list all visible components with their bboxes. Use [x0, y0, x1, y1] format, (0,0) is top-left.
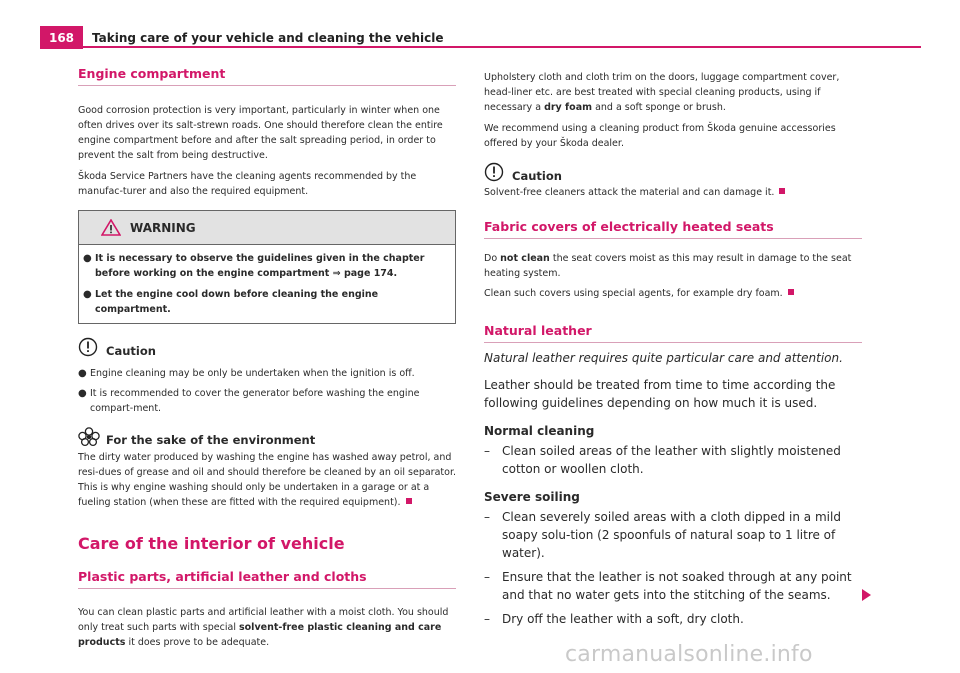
- header-rule: [83, 46, 921, 48]
- caution-icon: [78, 337, 98, 357]
- warning-triangle-icon: [101, 219, 121, 236]
- bullet-icon: ●: [78, 368, 87, 379]
- end-of-section-icon: [779, 188, 785, 194]
- engine-paragraph-1: Good corrosion protection is very important, particularly in winter when one often drives over its salt-strewn roads. One should therefore clean the entire engine compartment before and after the salt spreading period, in order to prevent the salt from being destructive.: [78, 105, 443, 161]
- warning-body: [79, 245, 455, 323]
- warning-item: [83, 287, 451, 317]
- leather-intro: Natural leather requires quite particular care and attention.: [484, 351, 843, 365]
- plastic-parts-paragraph: You can clean plastic parts and artificial leather with a moist cloth. You should only treat such parts with special solvent-free plastic cleaning and care products it does prove to be adequate.: [78, 607, 449, 648]
- end-of-section-icon: [788, 289, 794, 295]
- recommendation-paragraph: We recommend using a cleaning product from Škoda genuine accessories offered by your Škoda dealer.: [484, 123, 836, 149]
- caution-item-2-text: It is recommended to cover the generator before washing the engine compart-ment.: [90, 388, 420, 414]
- natural-leather-heading: Natural leather: [484, 323, 862, 343]
- caution-item: [78, 386, 456, 416]
- left-column: [78, 66, 456, 650]
- arrow-right-icon: ⇒: [332, 268, 344, 279]
- warning-title: WARNING: [130, 220, 196, 235]
- end-of-section-icon: [406, 498, 412, 504]
- warning-item: [83, 251, 451, 281]
- right-column: [484, 70, 862, 628]
- severe-soiling-heading: Severe soiling: [484, 490, 580, 504]
- normal-cleaning-heading: Normal cleaning: [484, 424, 595, 438]
- heated-seats-paragraph-1: Do not clean the seat covers moist as this may result in damage to the seat heating system.: [484, 253, 852, 279]
- caution-title: Caution: [512, 169, 562, 183]
- caution-heading: [484, 161, 862, 183]
- caution-heading: [78, 336, 456, 358]
- upholstery-paragraph: Upholstery cloth and cloth trim on the doors, luggage compartment cover, head-liner etc. are best treated with special cleaning products, using if necessary a dry foam and a soft sponge or brush.: [484, 72, 840, 113]
- warning-box: [78, 210, 456, 324]
- list-item: – Dry off the leather with a soft, dry cloth.: [484, 612, 744, 626]
- environment-heading: [78, 427, 456, 447]
- environment-title: For the sake of the environment: [106, 433, 316, 447]
- engine-paragraph-2: Škoda Service Partners have the cleaning agents recommended by the manufac-turer and also the required equipment.: [78, 171, 417, 197]
- bullet-icon: ●: [78, 388, 87, 399]
- caution-icon: [484, 162, 504, 182]
- plastic-parts-heading: Plastic parts, artificial leather and cloths: [78, 569, 456, 589]
- caution-item-1-text: Engine cleaning may be only be undertaken when the ignition is off.: [90, 368, 415, 379]
- watermark: carmanualsonline.info: [565, 642, 813, 667]
- next-page-arrow-icon[interactable]: [862, 589, 871, 601]
- page-reference-link[interactable]: page 174.: [343, 268, 398, 279]
- list-item: – Clean severely soiled areas with a cloth dipped in a mild soapy solu-tion (2 spoonfuls of natural soap to 1 litre of water).: [484, 510, 841, 560]
- list-item: – Ensure that the leather is not soaked through at any point and that no water gets into the stitching of the seams.: [484, 570, 852, 602]
- warning-item-1-text: It is necessary to observe the guidelines given in the chapter before working on the engine compartment: [95, 253, 425, 279]
- leather-paragraph: Leather should be treated from time to time according the following guidelines depending on how much it is used.: [484, 378, 836, 410]
- interior-care-heading: Care of the interior of vehicle: [78, 534, 345, 553]
- caution-text: Solvent-free cleaners attack the material and can damage it.: [484, 185, 862, 200]
- engine-compartment-heading: Engine compartment: [78, 66, 456, 86]
- list-item: – Clean soiled areas of the leather with slightly moistened cotton or woollen cloth.: [484, 444, 841, 476]
- running-header: Taking care of your vehicle and cleaning the vehicle: [92, 31, 444, 45]
- warning-header: [79, 211, 455, 245]
- environment-text: The dirty water produced by washing the engine has washed away petrol, and resi-dues of grease and oil and should therefore be cleaned by an oil separator. This is why engine washing should only be undertaken in a garage or at a fueling station (when these are fitted with the required equipment).: [78, 452, 456, 508]
- caution-item: [78, 366, 456, 381]
- heated-seats-heading: Fabric covers of electrically heated seats: [484, 219, 862, 239]
- bullet-icon: ●: [83, 253, 92, 264]
- heated-seats-paragraph-2: Clean such covers using special agents, for example dry foam.: [484, 286, 862, 301]
- flower-icon: [78, 427, 100, 447]
- page-number: 168: [40, 26, 83, 49]
- caution-title: Caution: [106, 344, 156, 358]
- bullet-icon: ●: [83, 289, 92, 300]
- warning-item-2-text: Let the engine cool down before cleaning the engine compartment.: [95, 289, 379, 315]
